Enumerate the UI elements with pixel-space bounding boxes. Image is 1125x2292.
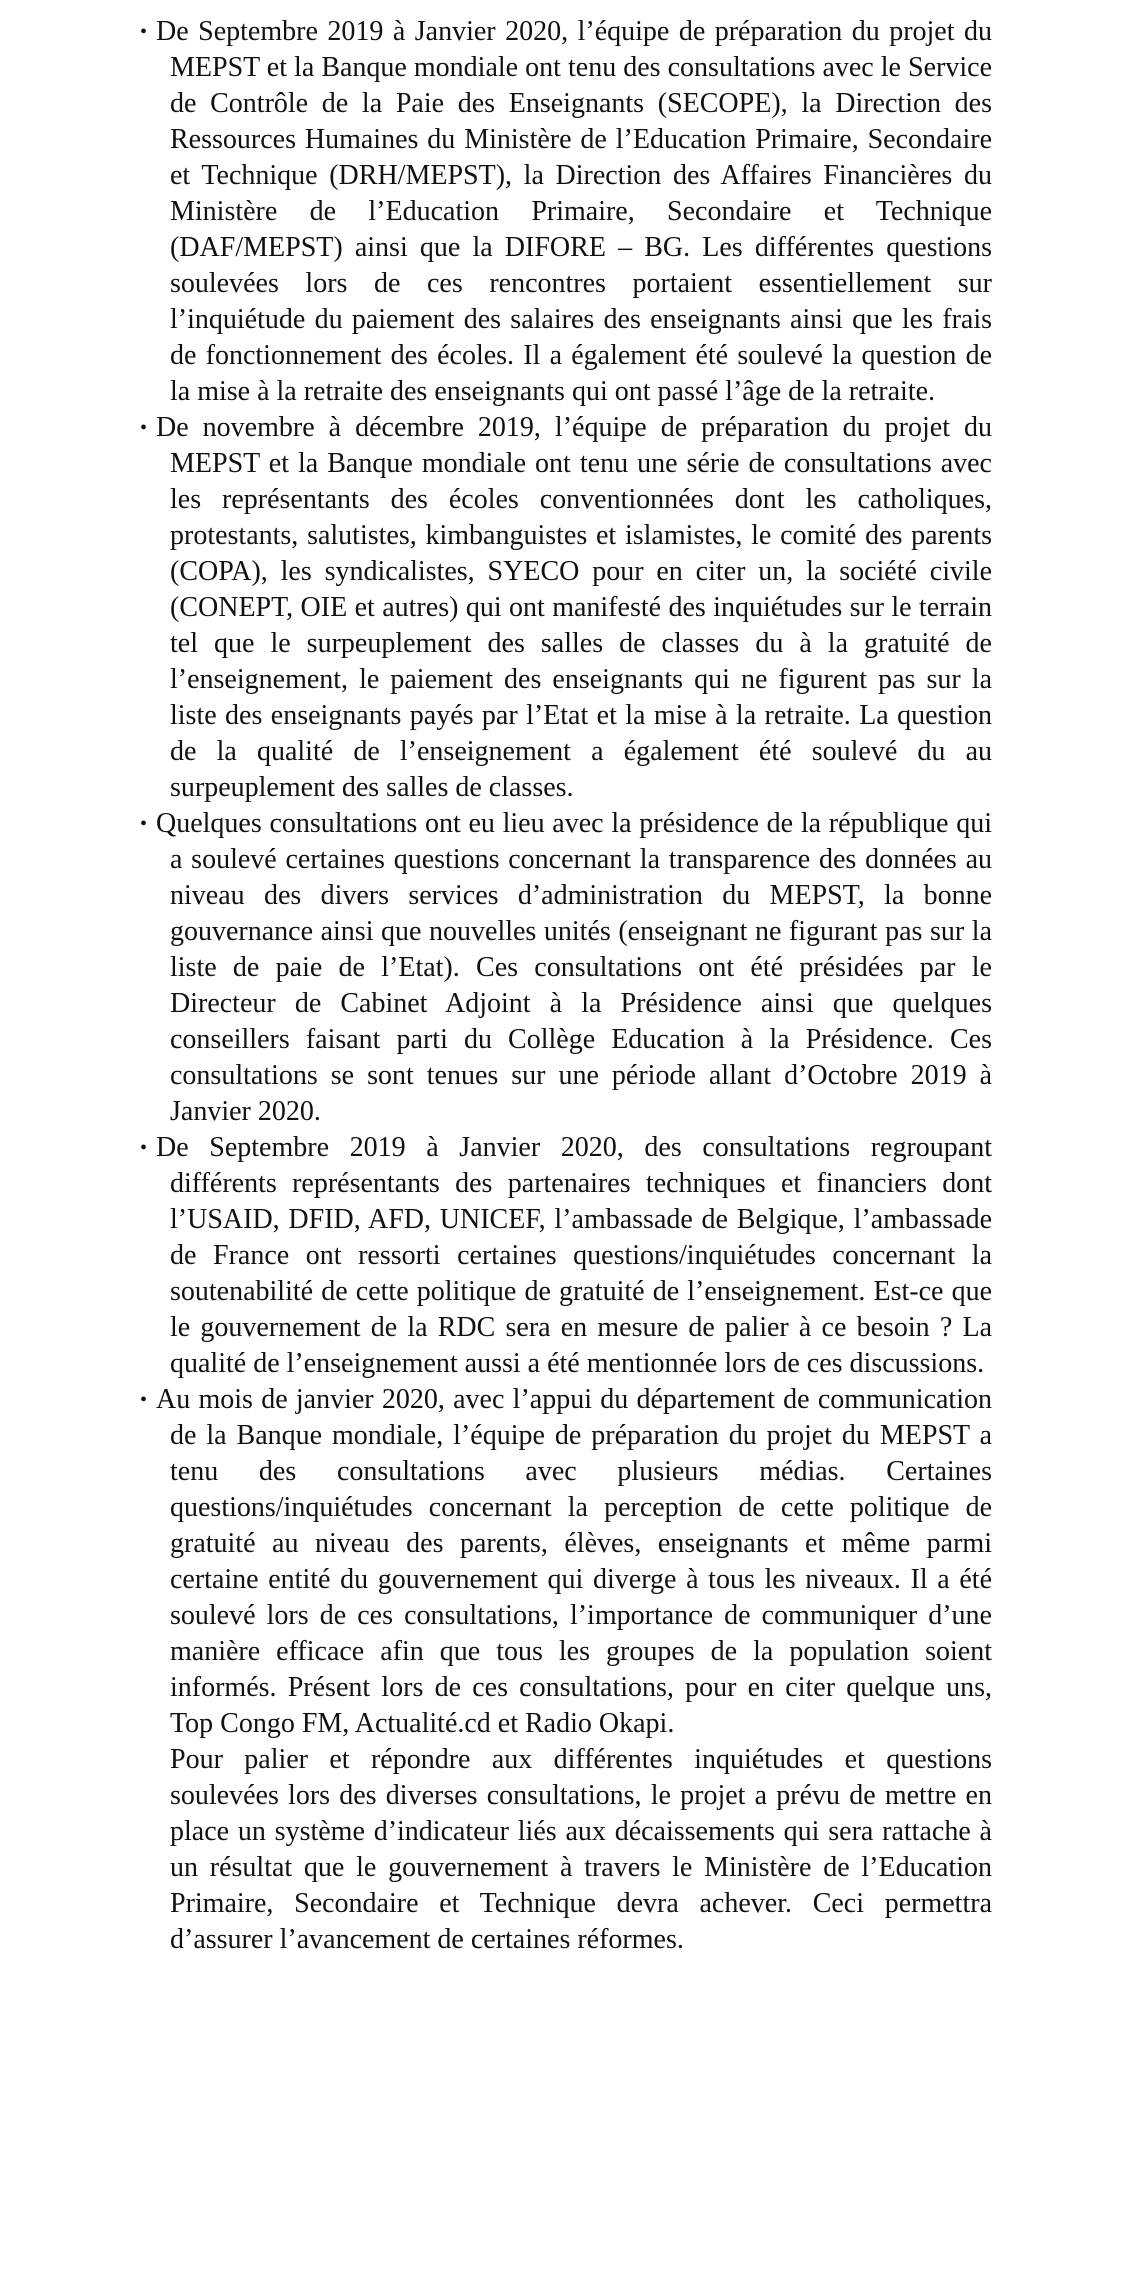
bullet-text: De Septembre 2019 à Janvier 2020, l’équipe de préparation du projet du MEPST et la Banque mondiale ont tenu des consultations avec le Service de Contrôle de la Paie des Enseignants (SECOPE), la Direction des Ressources Humaines du Ministère de l’Education Primaire, Secondaire et Technique (DRH/MEPST), la Direction des Affaires Financières du Ministère de l’Education Primaire, Secondaire et Technique (DAF/MEPST) ainsi que la DIFORE – BG. Les différentes questions soulevées lors de ces rencontres portaient essentiellement sur l’inquiétude du paiement des salaires des enseignants ainsi que les frais de fonctionnement des écoles. Il a également été soulevé la question de la mise à la retraite des enseignants qui ont passé l’âge de la retraite.: [156, 16, 992, 407]
bullet-item-conventionnees-consultations: [140, 410, 992, 806]
bullet-item-medias-consultations: [140, 1382, 992, 1742]
bullet-text: Quelques consultations ont eu lieu avec la présidence de la république qui a soulevé certaines questions concernant la transparence des données au niveau des divers services d’administration du MEPST, la bonne gouvernance ainsi que nouvelles unités (enseignant ne figurant pas sur la liste de paie de l’Etat). Ces consultations ont été présidées par le Directeur de Cabinet Adjoint à la Présidence ainsi que quelques conseillers faisant parti du Collège Education à la Présidence. Ces consultations se sont tenues sur une période allant d’Octobre 2019 à Janvier 2020.: [156, 808, 992, 1127]
bullet-icon: •: [140, 21, 148, 43]
bullet-item-presidence-consultations: [140, 806, 992, 1130]
bullet-text: De novembre à décembre 2019, l’équipe de préparation du projet du MEPST et la Banque mondiale ont tenu une série de consultations avec les représentants des écoles conventionnées dont les catholiques, protestants, salutistes, kimbanguistes et islamistes, le comité des parents (COPA), les syndicalistes, SYECO pour en citer un, la société civile (CONEPT, OIE et autres) qui ont manifesté des inquiétudes sur le terrain tel que le surpeuplement des salles de classes du à la gratuité de l’enseignement, le paiement des enseignants qui ne figurent pas sur la liste des enseignants payés par l’Etat et la mise à la retraite. La question de la qualité de l’enseignement a également été soulevé du au surpeuplement des salles de classes.: [156, 412, 992, 803]
bullet-text: De Septembre 2019 à Janvier 2020, des consultations regroupant différents représentants des partenaires techniques et financiers dont l’USAID, DFID, AFD, UNICEF, l’ambassade de Belgique, l’ambassade de France ont ressorti certaines questions/inquiétudes concernant la soutenabilité de cette politique de gratuité de l’enseignement. Est-ce que le gouvernement de la RDC sera en mesure de palier à ce besoin ? La qualité de l’enseignement aussi a été mentionnée lors de ces discussions.: [156, 1132, 992, 1379]
bullet-icon: •: [140, 1137, 148, 1159]
bullet-icon: •: [140, 1389, 148, 1411]
bullet-icon: •: [140, 813, 148, 835]
bullet-item-partenaires-consultations: [140, 1130, 992, 1382]
document-body: [0, 14, 1125, 1958]
bullet-icon: •: [140, 417, 148, 439]
closing-paragraph: Pour palier et répondre aux différentes inquiétudes et questions soulevées lors des diverses consultations, le projet a prévu de mettre en place un système d’indicateur liés aux décaissements qui sera rattache à un résultat que le gouvernement à travers le Ministère de l’Education Primaire, Secondaire et Technique devra achever. Ceci permettra d’assurer l’avancement de certaines réformes.: [170, 1744, 992, 1955]
bullet-text: Au mois de janvier 2020, avec l’appui du département de communication de la Banque mondiale, l’équipe de préparation du projet du MEPST a tenu des consultations avec plusieurs médias. Certaines questions/inquiétudes concernant la perception de cette politique de gratuité au niveau des parents, élèves, enseignants et même parmi certaine entité du gouvernement qui diverge à tous les niveaux. Il a été soulevé lors de ces consultations, l’importance de communiquer d’une manière efficace afin que tous les groupes de la population soient informés. Présent lors de ces consultations, pour en citer quelque uns, Top Congo FM, Actualité.cd et Radio Okapi.: [156, 1384, 992, 1739]
bullet-item-secope-consultations: [140, 14, 992, 410]
